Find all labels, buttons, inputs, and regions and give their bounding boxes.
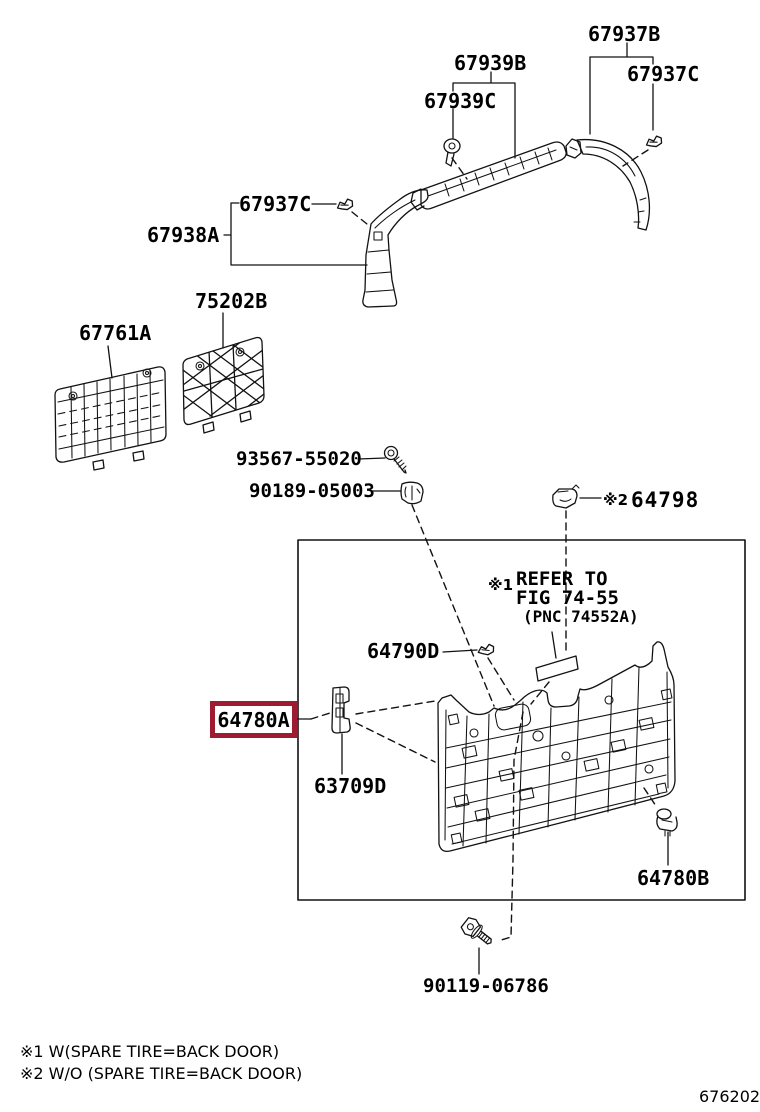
lattice-panel-75202B xyxy=(183,335,264,433)
clip-icon-64790D xyxy=(477,644,494,657)
footnote-mark-2: ※2 xyxy=(603,491,629,509)
callout-64798[interactable]: 64798 xyxy=(631,488,700,512)
footnote-mark-1: ※1 xyxy=(488,576,514,594)
callout-64790D[interactable]: 64790D xyxy=(367,639,440,663)
callout-75202B[interactable]: 75202B xyxy=(195,289,268,313)
garnish-strip-67939B xyxy=(411,142,566,210)
callout-67937B[interactable]: 67937B xyxy=(588,22,661,46)
clip-icon-64780B xyxy=(657,809,677,836)
grid-panel-67761A xyxy=(55,367,166,470)
clip-icon-67937C-left xyxy=(336,198,354,212)
highlight-box[interactable] xyxy=(210,701,297,738)
curved-garnish-67937B xyxy=(566,139,649,230)
footnote-spare-tire-without: ※2 W/O (SPARE TIRE=BACK DOOR) xyxy=(20,1064,303,1083)
clip-icon-67937C-right xyxy=(645,135,663,149)
callout-90189-05003[interactable]: 90189-05003 xyxy=(249,480,375,502)
figure-code: 676202 xyxy=(699,1087,760,1106)
refer-note-line3: (PNC 74552A) xyxy=(523,607,639,626)
callout-63709D[interactable]: 63709D xyxy=(314,774,387,798)
refer-note-line1: REFER TO xyxy=(516,568,608,590)
pushpin-clip-icon-67939C xyxy=(444,139,460,166)
callout-64780A[interactable]: 64780A xyxy=(217,707,290,732)
callout-67761A[interactable]: 67761A xyxy=(79,321,152,345)
clip-icon-64798 xyxy=(553,485,579,508)
bolt-icon-90119 xyxy=(459,915,496,950)
callout-90119-06786[interactable]: 90119-06786 xyxy=(423,975,549,997)
callout-67937C-left[interactable]: 67937C xyxy=(239,192,312,216)
callout-67937C-right[interactable]: 67937C xyxy=(627,62,700,86)
callout-67938A[interactable]: 67938A xyxy=(147,223,220,247)
assembly-dashed-lines xyxy=(311,150,656,941)
callout-64780B[interactable]: 64780B xyxy=(637,866,710,890)
refer-note-line2: FIG 74-55 xyxy=(516,587,619,609)
clip-icon-90189 xyxy=(401,482,423,503)
screw-icon-93567 xyxy=(385,447,407,474)
back-door-trim-panel xyxy=(438,642,675,851)
callout-67939B[interactable]: 67939B xyxy=(454,51,527,75)
callout-93567-55020[interactable]: 93567-55020 xyxy=(236,448,362,470)
leader-lines xyxy=(108,43,668,974)
footnote-spare-tire-with: ※1 W(SPARE TIRE=BACK DOOR) xyxy=(20,1042,280,1061)
callout-67939C[interactable]: 67939C xyxy=(424,89,497,113)
bracket-63709D xyxy=(332,687,350,733)
pillar-garnish-67938A xyxy=(363,190,428,307)
refer-target-strip xyxy=(536,656,578,681)
